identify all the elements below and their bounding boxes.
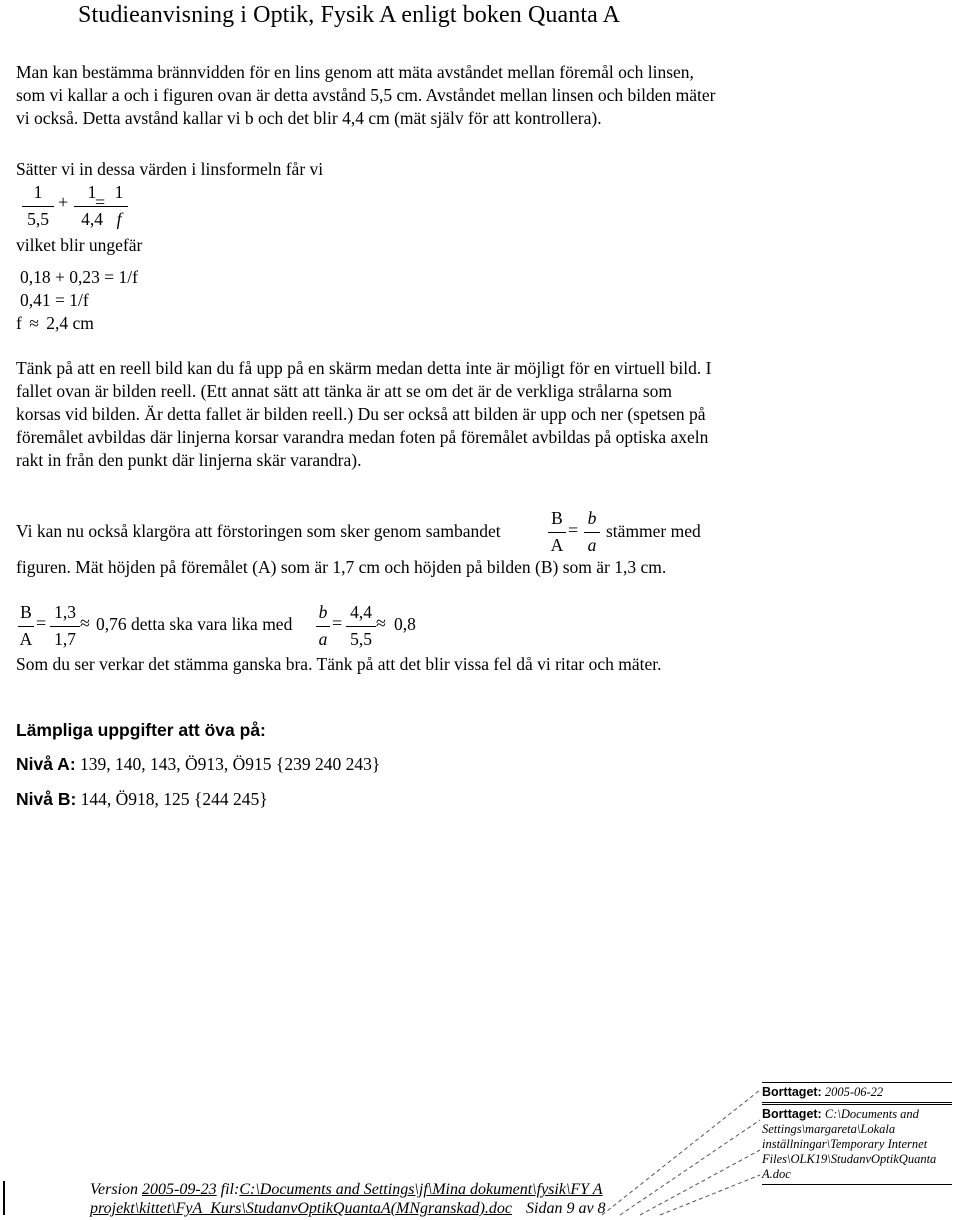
numerator: 1	[114, 182, 124, 202]
exercises-heading: Lämpliga uppgifter att öva på:	[16, 720, 266, 740]
magnification-intro: Vi kan nu också klargöra att förstoringen som sker genom sambandet	[16, 521, 501, 541]
calculation-line-2: 0,41 = 1/f	[20, 290, 89, 310]
numerator: B	[551, 508, 563, 528]
fraction-1-over-a	[22, 182, 54, 230]
paragraph-real-image: Tänk på att en reell bild kan du få upp på en skärm medan detta inte är möjligt för en virtuell bild. I fallet ovan är bilden reell. (Ett annat sätt att tänka är att se om det är de verkliga strålarna som korsas vid bilden. Är detta fallet är bilden reell.) Du ser också att bilden är upp och ner (spetsen på föremålet avbildas där linjerna korsar varandra medan foten på föremålet avbildas på optiska axeln rakt in från den punkt där linjerna skär varandra).	[16, 358, 712, 470]
version-date-link[interactable]: 2005-09-23	[142, 1181, 217, 1198]
fraction-b-over-a-values	[316, 602, 330, 650]
denominator: 5,5	[350, 629, 372, 649]
denominator: f	[116, 209, 122, 229]
numerator: 4,4	[350, 602, 372, 622]
file-path-link-1[interactable]: C:\Documents and Settings\jf\Mina dokument\fysik\FY A	[239, 1181, 603, 1198]
fraction-bar	[18, 626, 34, 627]
paragraph-lens-formula-intro: Sätter vi in dessa värden i linsformeln får vi	[16, 159, 324, 179]
fraction-bar	[584, 532, 600, 533]
comparison-result: 0,8	[394, 614, 416, 634]
numerator: b	[587, 508, 597, 528]
equals-sign: =	[568, 520, 579, 540]
change-bar	[3, 1181, 5, 1215]
paragraph-approximately: vilket blir ungefär	[16, 235, 143, 255]
page-number: Sidan 9 av 8	[526, 1200, 606, 1217]
calculation-line-3	[16, 312, 94, 335]
paragraph-focal-length: Man kan bestämma brännvidden för en lins genom att mäta avståndet mellan föremål och linsen, som vi kallar a och i figuren ovan är detta avstånd 5,5 cm. Avståndet mellan linsen och bilden mäter vi också. Detta avstånd kallar vi b och det blir 4,4 cm (mät själv för att kontrollera).	[16, 62, 716, 128]
paragraph-measure-heights: figuren. Mät höjden på föremålet (A) som är 1,7 cm och höjden på bilden (B) som är 1,3 cm.	[16, 557, 667, 577]
comment-value: C:\Documents and Settings\margareta\Lokala inställningar\Temporary Internet Files\OLK19\StudanvOptikQuanta A.doc	[762, 1107, 937, 1181]
footer-line-2	[90, 1199, 606, 1218]
approx-symbol: ≈	[376, 613, 386, 633]
fraction-bar	[50, 626, 80, 627]
denominator: A	[19, 629, 33, 649]
numerator: 1,3	[54, 602, 76, 622]
numerator: b	[318, 602, 328, 622]
version-label: Version	[90, 1181, 142, 1198]
comparison-text: 0,76 detta ska vara lika med	[96, 614, 293, 634]
paragraph-conclusion: Som du ser verkar det stämma ganska bra. Tänk på att det blir vissa fel då vi ritar och mäter.	[16, 654, 662, 674]
exercises-level-b	[16, 788, 268, 811]
denominator: 5,5	[27, 209, 49, 229]
fraction-1-over-f	[110, 182, 128, 230]
exercises-level-a	[16, 753, 380, 776]
plus-sign: +	[58, 192, 69, 212]
fraction-bar	[548, 532, 566, 533]
calc-f: f	[16, 313, 22, 333]
level-a-label: Nivå A:	[16, 754, 76, 774]
calculation-line-1: 0,18 + 0,23 = 1/f	[20, 267, 138, 287]
numerator: B	[20, 602, 32, 622]
denominator: 1,7	[54, 629, 76, 649]
comment-deleted-date[interactable]	[762, 1082, 952, 1103]
denominator: A	[550, 535, 564, 555]
comment-label: Borttaget:	[762, 1107, 822, 1121]
comment-connector-lines	[600, 1080, 765, 1220]
fraction-B-over-A	[548, 508, 566, 556]
fraction-13-over-17	[50, 602, 80, 650]
approx-symbol: ≈	[80, 613, 90, 633]
document-title: Studieanvisning i Optik, Fysik A enligt boken Quanta A	[78, 2, 621, 28]
fraction-b-over-a	[584, 508, 600, 556]
file-path-link-2[interactable]: projekt\kittet\FyA_Kurs\StudanvOptikQuantaA(MNgranskad).doc	[90, 1200, 512, 1217]
numerator: 1	[33, 182, 43, 202]
equals-sign: =	[36, 613, 47, 633]
fraction-44-over-55	[346, 602, 376, 650]
file-label: fil:	[216, 1181, 240, 1198]
fraction-bar	[22, 206, 54, 207]
approx-symbol: ≈	[29, 313, 39, 333]
magnification-outro: stämmer med	[606, 521, 701, 541]
numerator: 1	[87, 182, 97, 202]
denominator: 4,4	[81, 209, 103, 229]
fraction-bar	[316, 626, 330, 627]
page-footer	[90, 1180, 606, 1218]
denominator: a	[318, 629, 328, 649]
level-b-label: Nivå B:	[16, 789, 77, 809]
fraction-B-over-A-values	[18, 602, 34, 650]
equals-sign: =	[332, 613, 343, 633]
denominator: a	[587, 535, 597, 555]
footer-line-1	[90, 1180, 606, 1199]
comment-label: Borttaget:	[762, 1085, 822, 1099]
level-a-items: 139, 140, 143, Ö913, Ö915 {239 240 243}	[75, 754, 381, 774]
level-b-items: 144, Ö918, 125 {244 245}	[76, 789, 268, 809]
fraction-bar	[110, 206, 128, 207]
calc-result: 2,4 cm	[46, 313, 94, 333]
comment-deleted-path[interactable]	[762, 1104, 952, 1185]
fraction-bar	[346, 626, 376, 627]
comment-value: 2005-06-22	[821, 1085, 884, 1099]
equals-sign: =	[95, 192, 106, 212]
